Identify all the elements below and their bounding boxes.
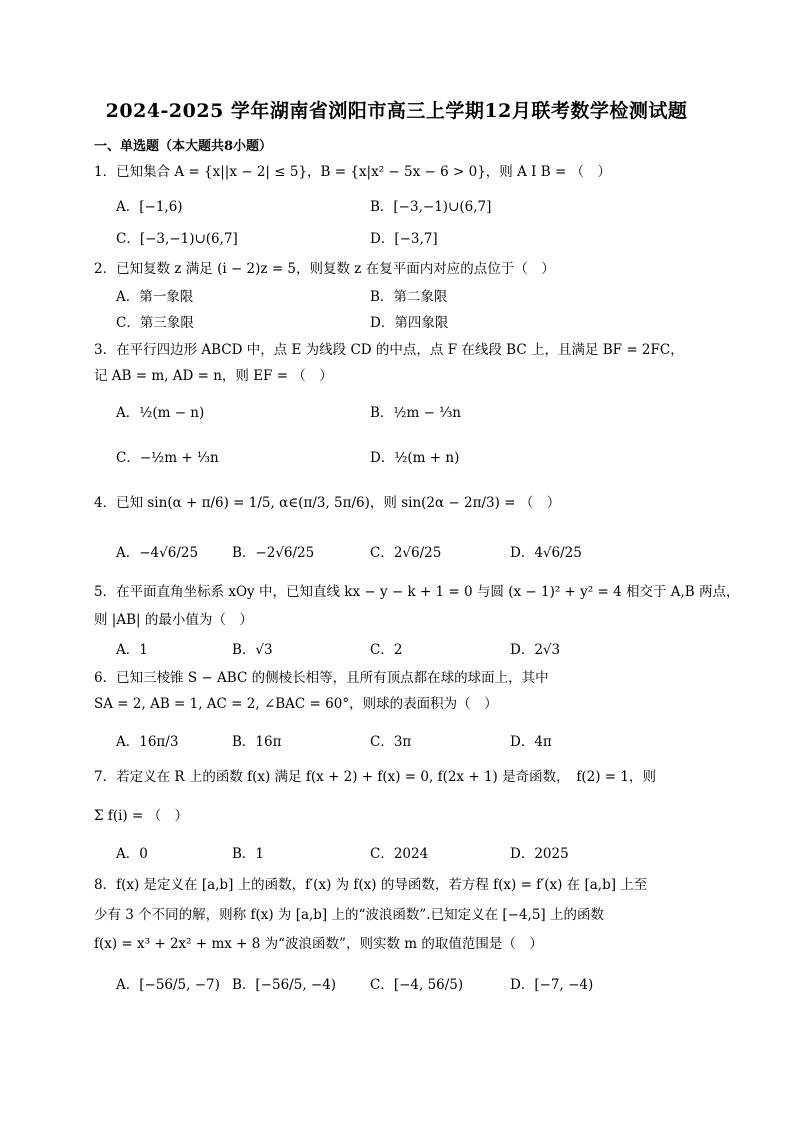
q8-stem-line1: 8．f(x) 是定义在 [a,b] 上的函数，f′(x) 为 f(x) 的导函数，若方程 f(x) = f′(x) 在 [a,b] 上至 [94, 877, 648, 893]
q4-stem: 4．已知 sin(α + π/6) = 1/5, α∈(π/3, 5π/6)，则 sin(2α − 2π/3) = （ ） [94, 495, 561, 511]
q6-stem-line1: 6．已知三棱锥 S − ABC 的侧棱长相等，且所有顶点都在球的球面上，其中 [94, 670, 549, 686]
q8-stem-line2: 少有 3 个不同的解，则称 f(x) 为 [a,b] 上的“波浪函数”.已知定义在 [−4,5] 上的函数 [94, 907, 604, 923]
q5-option-c: C．2 [370, 642, 403, 658]
q6-option-c: C．3π [370, 734, 412, 750]
q7-stem-line1: 7．若定义在 R 上的函数 f(x) 满足 f(x + 2) + f(x) = 0, f(2x + 1) 是奇函数， f(2) = 1，则 [94, 769, 656, 785]
q5-option-d: D．2√3 [510, 642, 561, 658]
q7-stem-line2: Σ f(i) = （ ） [94, 808, 189, 824]
q5-stem-line2: 则 |AB| 的最小值为（ ） [94, 612, 253, 628]
q2-option-a: A．第一象限 [116, 289, 194, 305]
q2-option-d: D．第四象限 [370, 315, 449, 331]
q3-option-b: B．½m − ⅓n [370, 405, 461, 421]
q5-option-b: B．√3 [232, 642, 273, 658]
q4-option-d: D．4√6/25 [510, 545, 582, 561]
q2-option-c: C．第三象限 [116, 315, 194, 331]
q5-option-a: A．1 [116, 642, 148, 658]
q8-option-a: A．[−56/5, −7) [116, 977, 220, 993]
q3-option-d: D．½(m + n) [370, 450, 460, 466]
section-heading: 一、单选题（本大题共8小题） [94, 139, 273, 154]
q2-option-b: B．第二象限 [370, 289, 448, 305]
q4-option-c: C．2√6/25 [370, 545, 442, 561]
q6-stem-line2: SA = 2, AB = 1, AC = 2, ∠BAC = 60°，则球的表面积为（ ） [94, 696, 498, 712]
q6-option-a: A．16π/3 [116, 734, 179, 750]
q8-option-b: B．[−56/5, −4) [232, 977, 337, 993]
q3-option-a: A．½(m − n) [116, 405, 205, 421]
q4-option-a: A．−4√6/25 [116, 545, 199, 561]
q2-stem: 2．已知复数 z 满足 (i − 2)z = 5，则复数 z 在复平面内对应的点位于（ ） [94, 261, 555, 277]
q1-option-a: A．[−1,6) [116, 199, 183, 215]
q1-stem: 1．已知集合 A = {x||x − 2| ≤ 5}，B = {x|x² − 5x − 6 > 0}，则 A I B = （ ） [94, 164, 612, 180]
q4-option-b: B．−2√6/25 [232, 545, 315, 561]
q8-option-c: C．[−4, 56/5) [370, 977, 464, 993]
page-title: 2024-2025 学年湖南省浏阳市高三上学期12月联考数学检测试题 [105, 100, 688, 122]
q8-option-d: D．[−7, −4) [510, 977, 594, 993]
q3-stem-line1: 3．在平行四边形 ABCD 中，点 E 为线段 CD 的中点，点 F 在线段 BC 上，且满足 BF = 2FC， [94, 342, 684, 358]
q6-option-b: B．16π [232, 734, 282, 750]
q5-stem-line1: 5．在平面直角坐标系 xOy 中，已知直线 kx − y − k + 1 = 0 与圆 (x − 1)² + y² = 4 相交于 A,B 两点， [94, 584, 740, 600]
q1-option-b: B．[−3,−1)∪(6,7] [370, 199, 492, 215]
question-1-stem [94, 162, 611, 182]
q6-option-d: D．4π [510, 734, 552, 750]
q7-option-b: B．1 [232, 846, 265, 862]
q1-option-d: D．[−3,7] [370, 231, 438, 247]
q7-option-a: A．0 [116, 846, 148, 862]
q7-option-d: D．2025 [510, 846, 569, 862]
q3-stem-line2: 记 AB = m, AD = n，则 EF = （ ） [94, 368, 333, 384]
q3-option-c: C．−½m + ⅓n [116, 450, 219, 466]
q8-stem-line3: f(x) = x³ + 2x² + mx + 8 为“波浪函数”，则实数 m 的取值范围是（ ） [94, 936, 543, 952]
q1-option-c: C．[−3,−1)∪(6,7] [116, 231, 238, 247]
q7-option-c: C．2024 [370, 846, 429, 862]
